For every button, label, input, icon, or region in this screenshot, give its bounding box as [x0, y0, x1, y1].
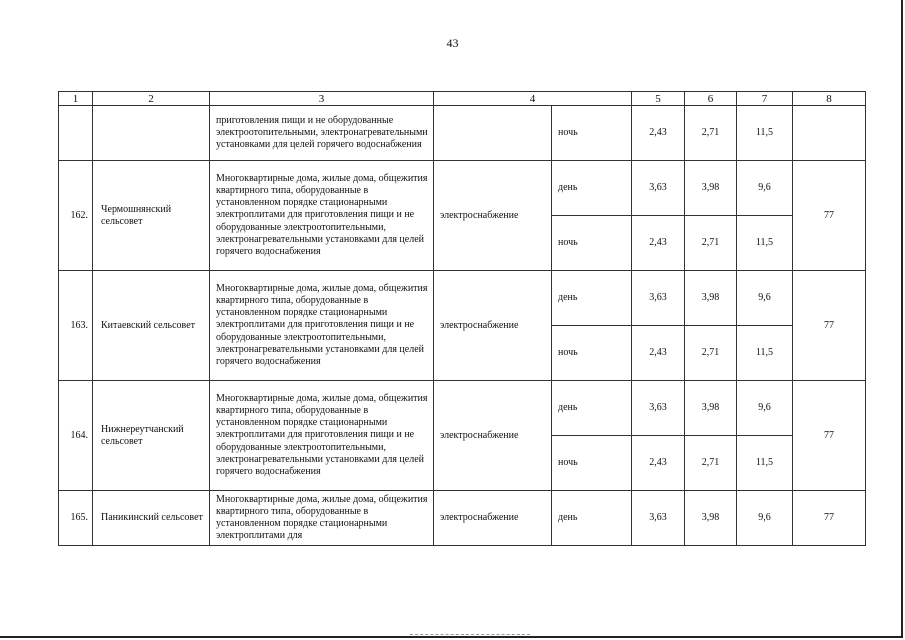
time-period: день	[552, 161, 632, 216]
settlement-name: Китаевский сельсовет	[93, 271, 210, 381]
consumer-description: Многоквартирные дома, жилые дома, общежития квартирного типа, оборудованные в установленном порядке стационарными электроплитами для приготовления пищи и не оборудованные электроотопительными, электронагревательными установками для целей горячего водоснабжения	[210, 161, 434, 271]
scan-artifact	[410, 634, 530, 637]
col-header: 8	[793, 92, 866, 106]
service-type	[434, 106, 552, 161]
value-col5: 2,43	[632, 216, 685, 271]
time-period: день	[552, 491, 632, 546]
service-type: электроснабжение	[434, 381, 552, 491]
row-number: 165.	[59, 491, 93, 546]
col-header: 3	[210, 92, 434, 106]
time-period: ночь	[552, 326, 632, 381]
value-col6: 3,98	[685, 491, 737, 546]
value-col5: 3,63	[632, 271, 685, 326]
row-number: 163.	[59, 271, 93, 381]
time-period: ночь	[552, 106, 632, 161]
code: 77	[793, 271, 866, 381]
value-col7: 11,5	[737, 106, 793, 161]
consumer-description: приготовления пищи и не оборудованные электроотопительными, электронагревательными установками для целей горячего водоснабжения	[210, 106, 434, 161]
code: 77	[793, 491, 866, 546]
time-period: ночь	[552, 436, 632, 491]
service-type: электроснабжение	[434, 161, 552, 271]
table-row	[59, 106, 866, 161]
row-number: 164.	[59, 381, 93, 491]
consumer-description: Многоквартирные дома, жилые дома, общежития квартирного типа, оборудованные в установленном порядке стационарными электроплитами для приготовления пищи и не оборудованные электроотопительными, электронагревательными установками для целей горячего водоснабжения	[210, 271, 434, 381]
settlement-name: Чермошнянский сельсовет	[93, 161, 210, 271]
code: 77	[793, 161, 866, 271]
table-row	[59, 381, 866, 436]
page-number: 43	[446, 36, 459, 50]
value-col6: 2,71	[685, 326, 737, 381]
col-header: 5	[632, 92, 685, 106]
value-col6: 2,71	[685, 106, 737, 161]
row-number	[59, 106, 93, 161]
value-col6: 2,71	[685, 216, 737, 271]
table-row	[59, 491, 866, 546]
value-col7: 9,6	[737, 271, 793, 326]
value-col5: 3,63	[632, 491, 685, 546]
col-header: 1	[59, 92, 93, 106]
value-col5: 2,43	[632, 106, 685, 161]
col-header: 4	[434, 92, 632, 106]
settlement-name: Нижнереутчанский сельсовет	[93, 381, 210, 491]
time-period: день	[552, 381, 632, 436]
time-period: день	[552, 271, 632, 326]
value-col7: 11,5	[737, 216, 793, 271]
value-col7: 9,6	[737, 491, 793, 546]
table-row	[59, 271, 866, 326]
value-col6: 2,71	[685, 436, 737, 491]
value-col6: 3,98	[685, 381, 737, 436]
value-col5: 2,43	[632, 436, 685, 491]
time-period: ночь	[552, 216, 632, 271]
settlement-name: Паникинский сельсовет	[93, 491, 210, 546]
code	[793, 106, 866, 161]
table-row	[59, 161, 866, 216]
code: 77	[793, 381, 866, 491]
consumer-description: Многоквартирные дома, жилые дома, общежития квартирного типа, оборудованные в установленном порядке стационарными электроплитами для	[210, 491, 434, 546]
col-header: 6	[685, 92, 737, 106]
value-col5: 2,43	[632, 326, 685, 381]
value-col7: 11,5	[737, 326, 793, 381]
value-col5: 3,63	[632, 161, 685, 216]
tariff-table	[58, 91, 866, 546]
value-col7: 11,5	[737, 436, 793, 491]
value-col7: 9,6	[737, 381, 793, 436]
settlement-name	[93, 106, 210, 161]
consumer-description: Многоквартирные дома, жилые дома, общежития квартирного типа, оборудованные в установленном порядке стационарными электроплитами для приготовления пищи и не оборудованные электроотопительными, электронагревательными установками для целей горячего водоснабжения	[210, 381, 434, 491]
col-header: 2	[93, 92, 210, 106]
value-col7: 9,6	[737, 161, 793, 216]
value-col5: 3,63	[632, 381, 685, 436]
value-col6: 3,98	[685, 161, 737, 216]
service-type: электроснабжение	[434, 491, 552, 546]
service-type: электроснабжение	[434, 271, 552, 381]
value-col6: 3,98	[685, 271, 737, 326]
col-header: 7	[737, 92, 793, 106]
header-row	[59, 92, 866, 106]
row-number: 162.	[59, 161, 93, 271]
